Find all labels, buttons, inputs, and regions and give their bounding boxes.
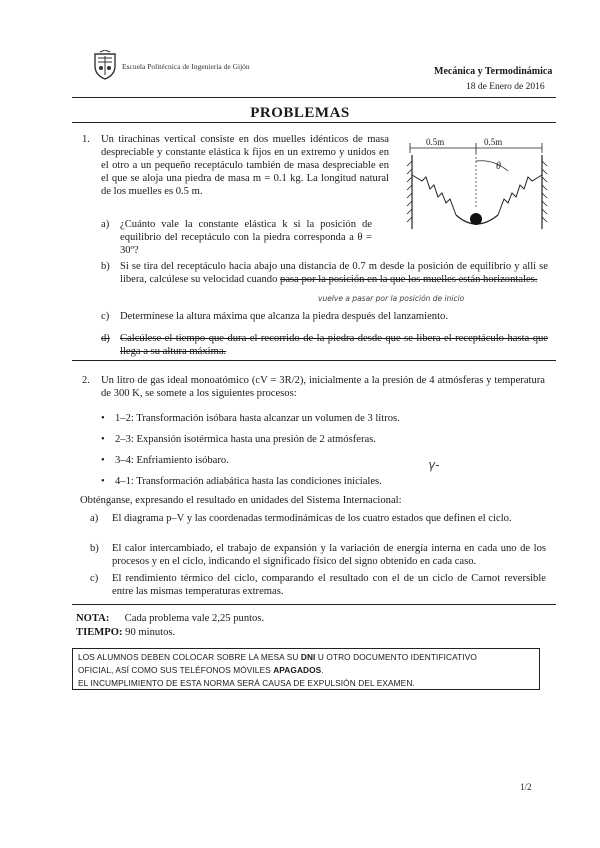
footer-divider (72, 604, 556, 605)
exam-rules-notice: LOS ALUMNOS DEBEN COLOCAR SOBRE LA MESA SU DNI U OTRO DOCUMENTO IDENTIFICATIVO OFICIAL, ASÍ COMO SUS TELÉFONOS MÓVILES APAGADOS. EL INCUMPLIMIENTO DE ESTA NORMA SERÁ CAUSA DE EXPULSIÓN DEL EXAMEN. (72, 648, 540, 690)
angle-theta-label: θ (496, 161, 501, 172)
page-title: PROBLEMAS (250, 105, 350, 121)
tiempo-text: 90 minutos. (125, 627, 176, 638)
list-item: • 2–3: Expansión isotérmica hasta una presión de 2 atmósferas. (101, 434, 376, 445)
university-crest-icon (92, 50, 118, 80)
dimension-right-label: 0.5m (484, 137, 503, 147)
problem1-c-text: Determínese la altura máxima que alcanza la piedra después del lanzamiento. (120, 311, 448, 322)
nota-line (76, 612, 536, 625)
problem2-a-label: a) (90, 513, 99, 524)
header-rule (72, 97, 556, 98)
nota-label: NOTA: (76, 613, 110, 624)
section-divider (72, 360, 556, 361)
handwritten-correction: vuelve a pasar por la posición de inicio (318, 294, 465, 303)
exam-date: 18 de Enero de 2016 (466, 82, 545, 92)
problem1-a-text: ¿Cuánto vale la constante elástica k si la posición de equilibrio del receptáculo con la piedra corresponda a θ = 30º? (120, 219, 372, 256)
problem1-d-label: d) (101, 333, 110, 344)
problem2-instructions: Obténganse, expresando el resultado en unidades del Sistema Internacional: (80, 495, 402, 506)
problem2-b-label: b) (90, 543, 99, 554)
problem2-c-text: El rendimiento térmico del ciclo, comparando el resultado con el de un ciclo de Carnot reversible entre las mismas temperaturas extremas. (112, 573, 546, 597)
problem2-number: 2. (82, 375, 90, 386)
problem1-number: 1. (82, 134, 90, 145)
problem1-d-text: Calcúlese el tiempo que dura el recorrido de la piedra desde que se libera el receptáculo hasta que llega a su altura máxima. (120, 333, 548, 357)
nota-text: Cada problema vale 2,25 puntos. (124, 613, 265, 624)
problem2-b-text: El calor intercambiado, el trabajo de expansión y la variación de energía interna en cada uno de los procesos y en el ciclo, indicando el significado físico del signo obtenido en cada caso. (112, 543, 546, 567)
dimension-left-label: 0.5m (426, 137, 445, 147)
list-item: • 1–2: Transformación isóbara hasta alcanzar un volumen de 3 litros. (101, 413, 400, 424)
institution-name: Escuela Politécnica de Ingeniería de Gijón (122, 62, 250, 71)
problem1-a-label: a) (101, 219, 110, 230)
course-title: Mecánica y Termodinámica (434, 66, 553, 77)
problem2-c-label: c) (90, 573, 99, 584)
problem1-b-text (120, 260, 548, 286)
page-number: 1/2 (520, 782, 532, 792)
list-item: • 3–4: Enfriamiento isóbaro. (101, 455, 229, 466)
list-item: • 4–1: Transformación adiabática hasta las condiciones iniciales. (101, 476, 382, 487)
handwritten-mark: γ- (428, 458, 440, 472)
problem2-statement: Un litro de gas ideal monoatómico (cV = 3R/2), inicialmente a la presión de 4 atmósferas y temperatura de 300 K, se somete a los siguientes procesos: (101, 375, 545, 399)
problem1-b-text-main: Si se tira del receptáculo hacia abajo una distancia de 0.7 m desde la posición de equilibrio y allí se libera, calcúlese su velocidad cuando (120, 261, 548, 285)
problem2-a-text: El diagrama p–V y las coordenadas termodinámicas de los cuatro estados que definen el ciclo. (112, 513, 512, 524)
title-rule (72, 122, 556, 123)
problem1-b-text-struck: pasa por la posición en la que los muelles están horizontales. (280, 274, 538, 285)
tiempo-line (76, 626, 536, 639)
tiempo-label: TIEMPO: (76, 627, 123, 638)
problem1-c-label: c) (101, 311, 110, 322)
problem1-statement: Un tirachinas vertical consiste en dos muelles idénticos de masa despreciable y constante elástica k fijos en un extremo y unidos en el otro a un pequeño receptáculo también de masa despreciable en el que se aloja una piedra de masa m = 0.1 kg. La longitud natural de los muelles es 0.5 m. (101, 134, 389, 197)
slingshot-figure (404, 133, 554, 233)
problem1-b-label: b) (101, 261, 110, 272)
